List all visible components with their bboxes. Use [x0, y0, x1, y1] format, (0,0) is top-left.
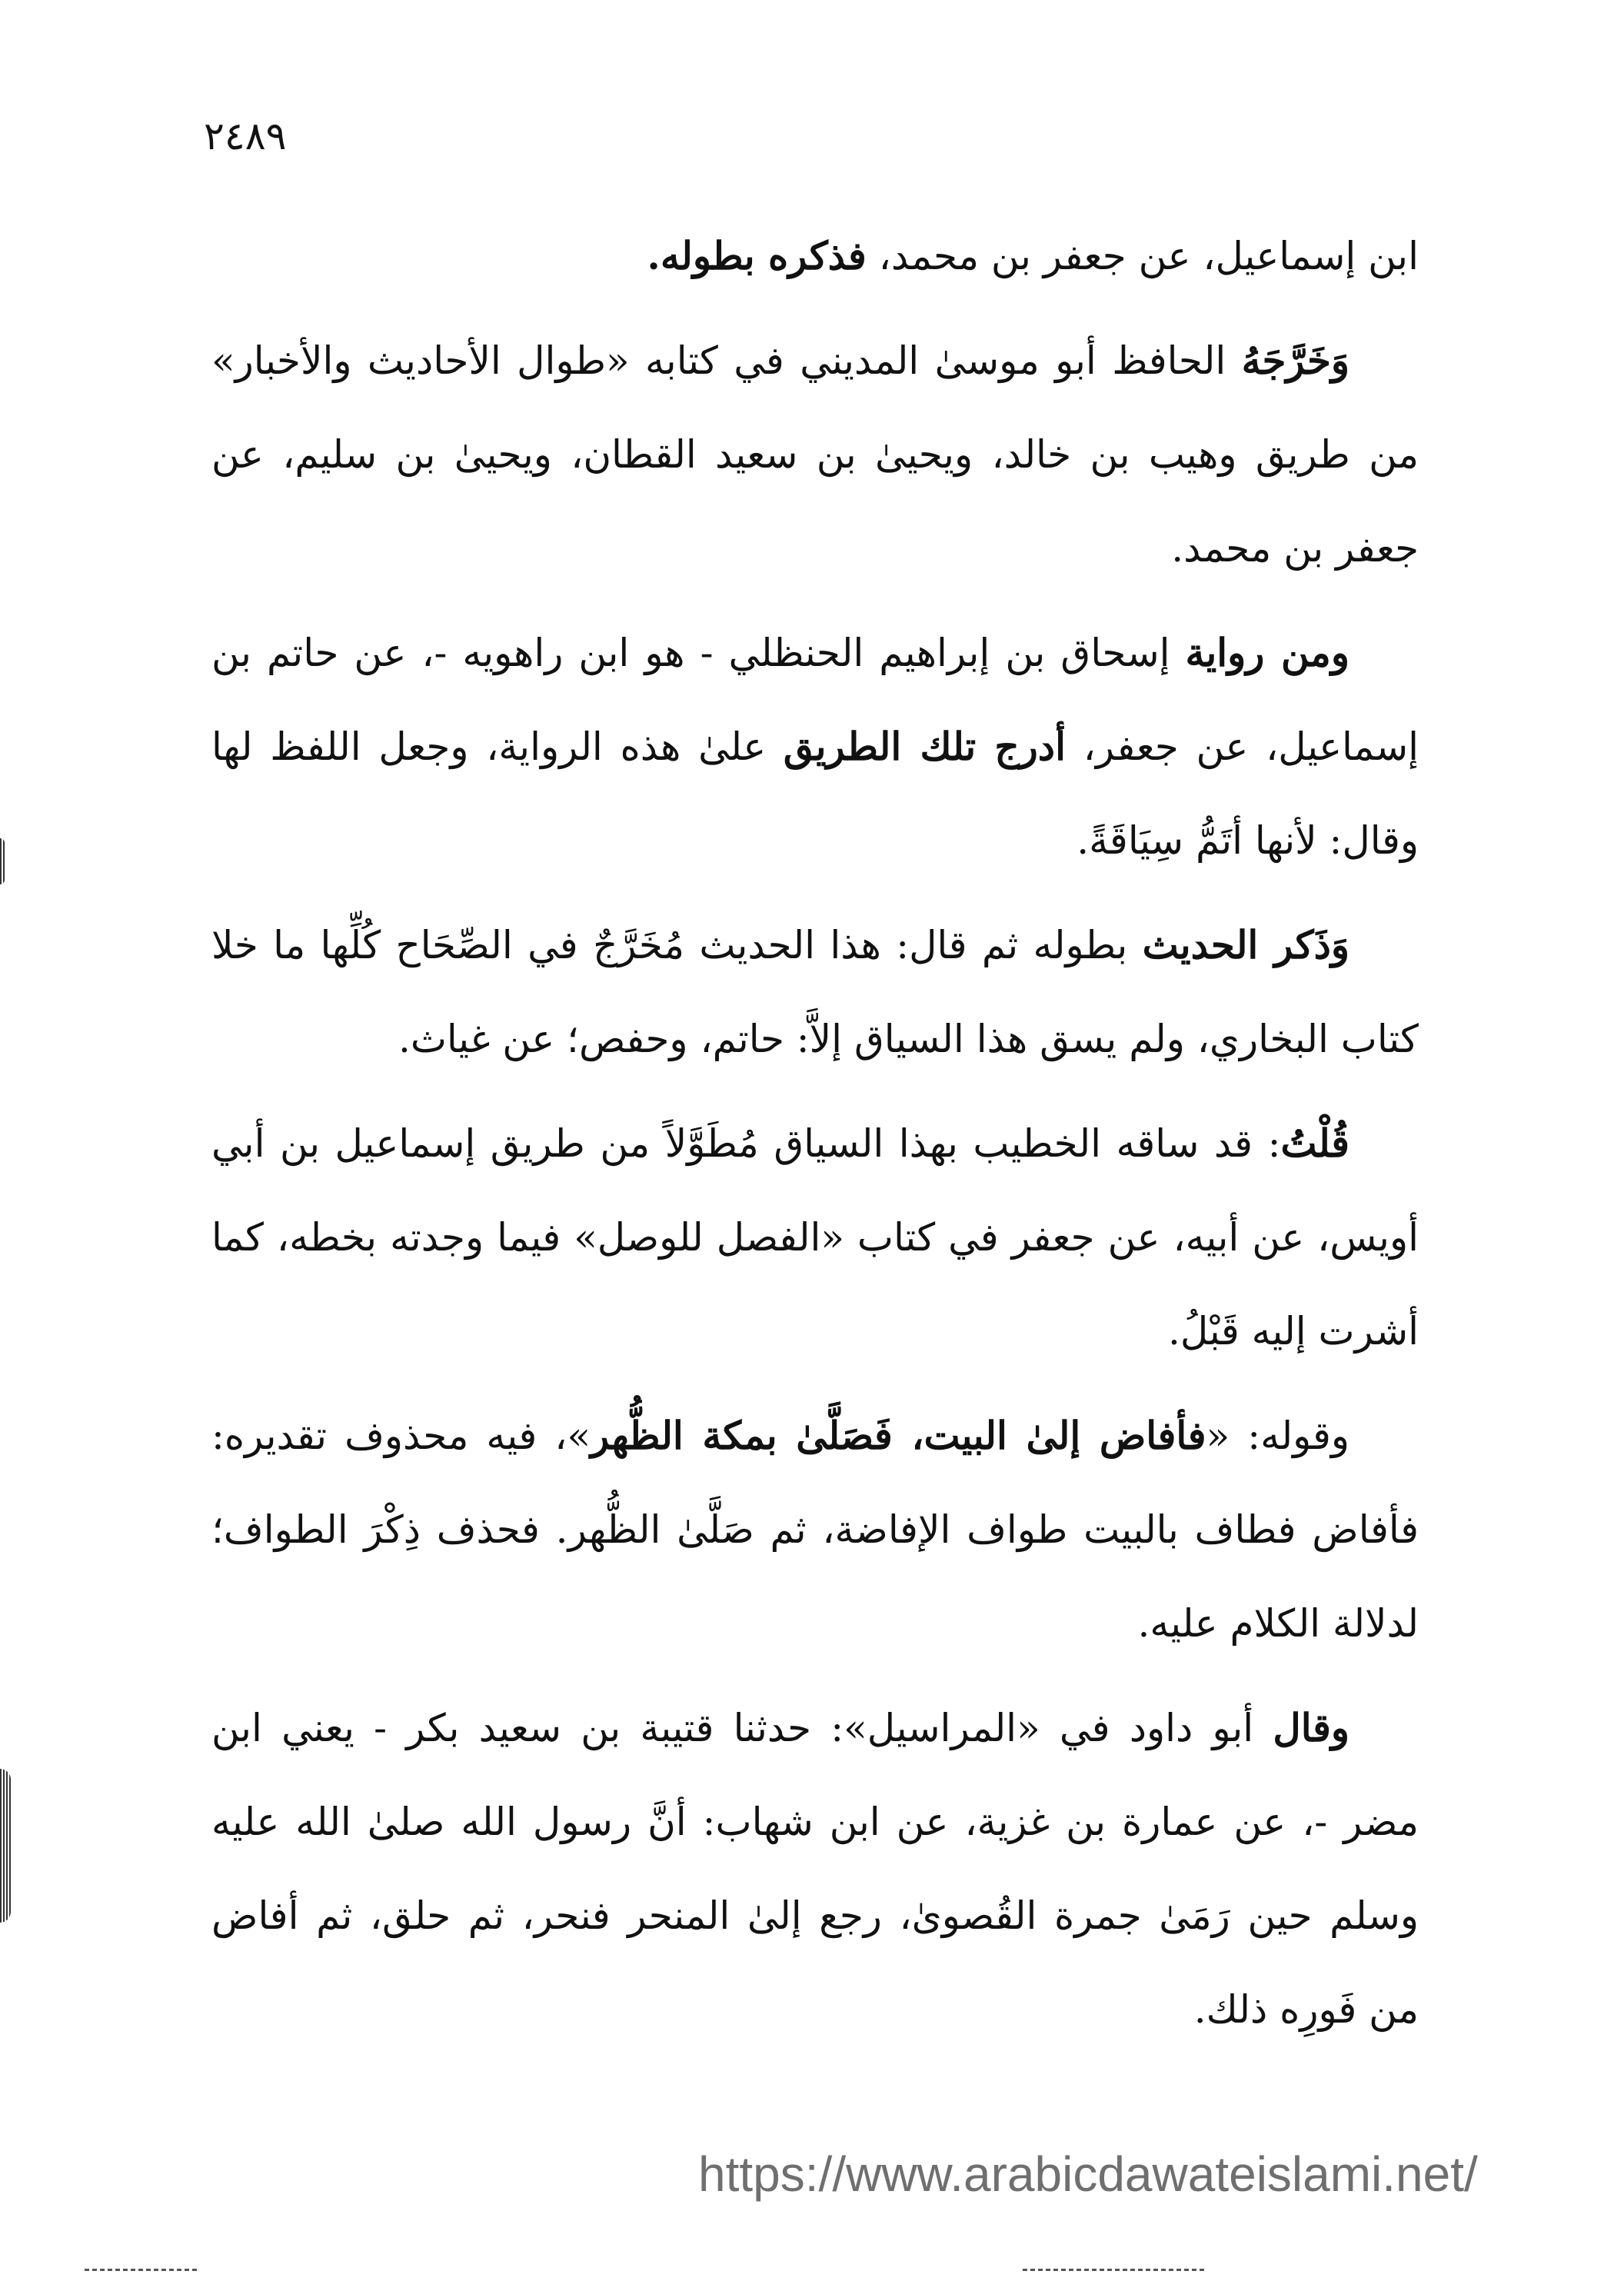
- bold-segment: وقال: [1273, 1705, 1349, 1750]
- bold-segment: فذكره بطوله.: [647, 233, 867, 278]
- paragraph-text: [211, 898, 1419, 1086]
- paragraph-text: [211, 314, 1419, 595]
- paragraph-text: [211, 1097, 1419, 1378]
- text-segment: أبو داود في «المراسيل»: حدثنا قتيبة بن سعيد بكر - يعني ابن مضر -، عن عمارة بن غزية، عن ابن شهاب: أنَّ رسول الله صلىٰ الله عليه وسلم حين رَمَىٰ جمرة القُصوىٰ، رجع إلىٰ المنحر فنحر، ثم حلق، ثم أفاض من فَورِه ذلك.: [211, 1706, 1419, 2032]
- text-segment: »، فيه محذوف تقديره: فأفاض فطاف بالبيت طواف الإفاضة، ثم صَلَّىٰ الظُّهر. فحذف ذِكْرَ الطواف؛ لدلالة الكلام عليه.: [211, 1414, 1419, 1646]
- paragraph: [211, 1097, 1419, 1378]
- bold-segment: قُلْتُ: [1280, 1121, 1349, 1166]
- bold-segment: وَخَرَّجَهُ: [1241, 338, 1349, 383]
- text-segment: ابن إسماعيل، عن جعفر بن محمد،: [866, 234, 1419, 278]
- bold-segment: فأفاض إلىٰ البيت، فَصَلَّىٰ بمكة الظُّهر: [591, 1413, 1206, 1458]
- bold-segment: ومن رواية: [1185, 630, 1349, 675]
- paragraph: [211, 606, 1419, 887]
- paragraph: [211, 1389, 1419, 1670]
- text-segment: الحافظ أبو موسىٰ المديني في كتابه «طوال الأحاديث والأخبار» من طريق وهيب بن خالد، ويحيىٰ بن سعيد القطان، ويحيىٰ بن سليم، عن جعفر بن محمد.: [211, 338, 1419, 571]
- text-segment: وقوله: «: [1206, 1414, 1350, 1458]
- paragraph: [211, 898, 1419, 1086]
- paragraph: [211, 314, 1419, 595]
- paragraph-text: [211, 606, 1419, 887]
- paragraph: [211, 1681, 1419, 2056]
- page-number: ٢٤٨٩: [204, 114, 287, 158]
- bold-segment: أدرج تلك الطريق: [783, 724, 1066, 769]
- watermark-url: https://www.arabicdawateislami.net/: [698, 2146, 1478, 2202]
- scan-edge-mark-top: [0, 838, 5, 884]
- scan-bottom-rule: [85, 2269, 200, 2271]
- scan-edge-mark-bottom: [0, 1769, 11, 1923]
- body-text: [211, 209, 1419, 2056]
- text-segment: علىٰ هذه الرواية، وجعل اللفظ لها وقال: لأنها أتَمُّ سِيَاقَةً.: [211, 724, 1419, 863]
- paragraph-text: [211, 1389, 1419, 1670]
- paragraph-text: [211, 1681, 1419, 2056]
- text-segment: إسحاق بن إبراهيم الحنظلي - هو ابن راهويه -، عن حاتم بن إسماعيل، عن جعفر،: [211, 631, 1419, 769]
- scan-bottom-rule: [1023, 2269, 1207, 2271]
- paragraph-text: [211, 209, 1419, 303]
- bold-segment: وَذَكر الحديث: [1142, 922, 1349, 967]
- text-segment: بطوله ثم قال: هذا الحديث مُخَرَّجٌ في الصِّحَاح كُلِّها ما خلا كتاب البخاري، ولم يسق هذا السياق إلاَّ: حاتم، وحفص؛ عن غياث.: [211, 923, 1419, 1061]
- text-segment: : قد ساقه الخطيب بهذا السياق مُطَوَّلاً من طريق إسماعيل بن أبي أويس، عن أبيه، عن جعفر في كتاب «الفصل للوصل» فيما وجدته بخطه، كما أشرت إليه قَبْلُ.: [211, 1121, 1419, 1354]
- paragraph: [211, 209, 1419, 303]
